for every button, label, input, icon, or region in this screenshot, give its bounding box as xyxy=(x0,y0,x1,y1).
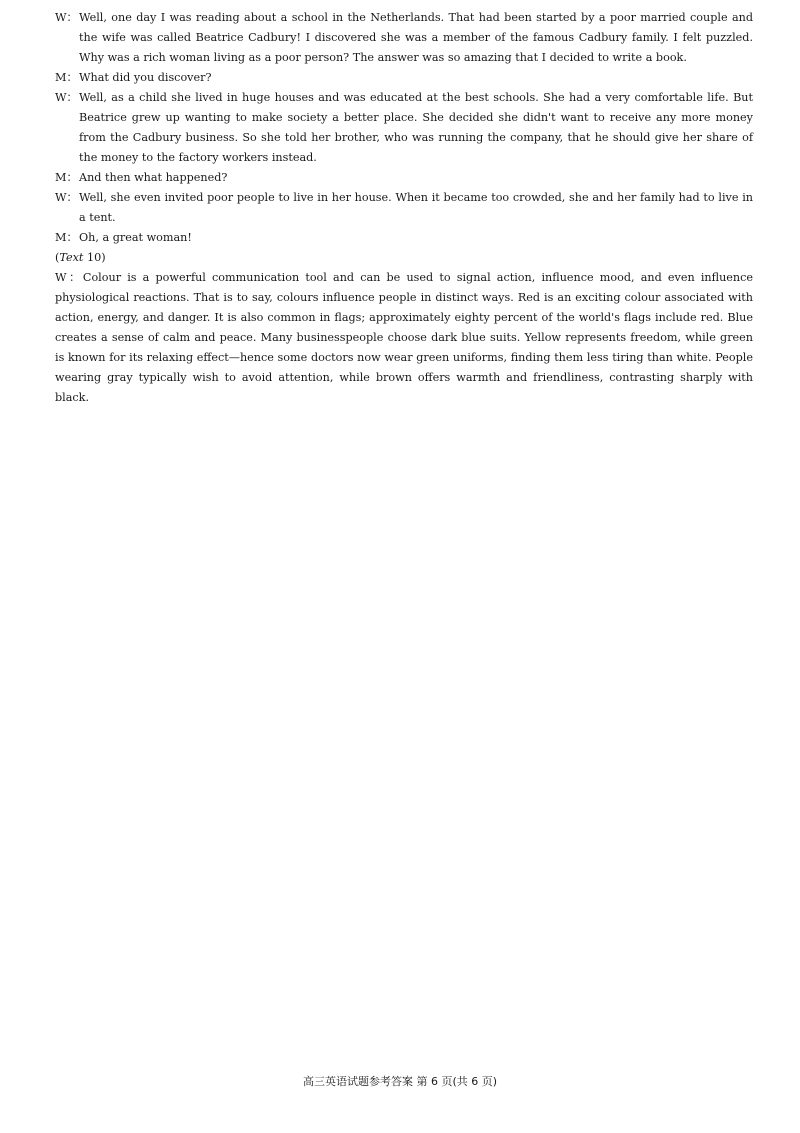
monologue-paragraph xyxy=(55,268,753,408)
dialogue-text: Well, as a child she lived in huge houses and was educated at the best schools. She had a very comfortable life. But Beatrice grew up wanting to make society a better place. She decided she didn't want to receive any more money from the Cadbury business. So she told her brother, who was running the company, that he should give her share of the money to the factory workers instead. xyxy=(79,91,753,164)
section-number: 10 xyxy=(83,251,102,264)
dialogue-line xyxy=(55,8,753,68)
speaker-label: M： xyxy=(55,171,78,184)
page-footer: 高三英语试题参考答案 第 6 页(共 6 页) xyxy=(302,1075,498,1088)
section-heading xyxy=(55,248,753,268)
dialogue-line xyxy=(55,228,753,248)
speaker-label: W： xyxy=(55,191,78,204)
speaker-label: W： xyxy=(55,11,78,24)
dialogue-text: And then what happened? xyxy=(79,171,228,184)
dialogue-text: What did you discover? xyxy=(79,71,212,84)
section-close-paren: ) xyxy=(101,251,106,264)
dialogue-line xyxy=(55,188,753,228)
speaker-label: W： xyxy=(55,271,83,284)
dialogue-line xyxy=(55,88,753,168)
dialogue-text: Well, she even invited poor people to live in her house. When it became too crowded, she and her family had to live in a tent. xyxy=(79,191,753,224)
dialogue-text: Well, one day I was reading about a school in the Netherlands. That had been started by a poor married couple and the wife was called Beatrice Cadbury! I discovered she was a member of the famous Cadbury family. I felt puzzled. Why was a rich woman living as a poor person? The answer was so amazing that I decided to write a book. xyxy=(79,11,753,64)
transcript xyxy=(55,8,753,408)
speaker-label: W： xyxy=(55,91,78,104)
dialogue-text: Oh, a great woman! xyxy=(79,231,192,244)
section-label: Text xyxy=(59,251,84,264)
dialogue-line xyxy=(55,68,753,88)
speaker-label: M： xyxy=(55,71,78,84)
monologue-text: Colour is a powerful communication tool and can be used to signal action, influence mood, and even influence physiological reactions. That is to say, colours influence people in distinct ways. Red is an exciting colour associated with action, energy, and danger. It is also common in flags; approximately eighty percent of the world's flags include red. Blue creates a sense of calm and peace. Many businesspeople choose dark blue suits. Yellow represents freedom, while green is known for its relaxing effect—hence some doctors now wear green uniforms, finding them less tiring than white. People wearing gray typically wish to avoid attention, while brown offers warmth and friendliness, contrasting sharply with black. xyxy=(55,271,753,404)
section-open-paren: ( xyxy=(55,251,60,264)
dialogue-line xyxy=(55,168,753,188)
speaker-label: M： xyxy=(55,231,78,244)
